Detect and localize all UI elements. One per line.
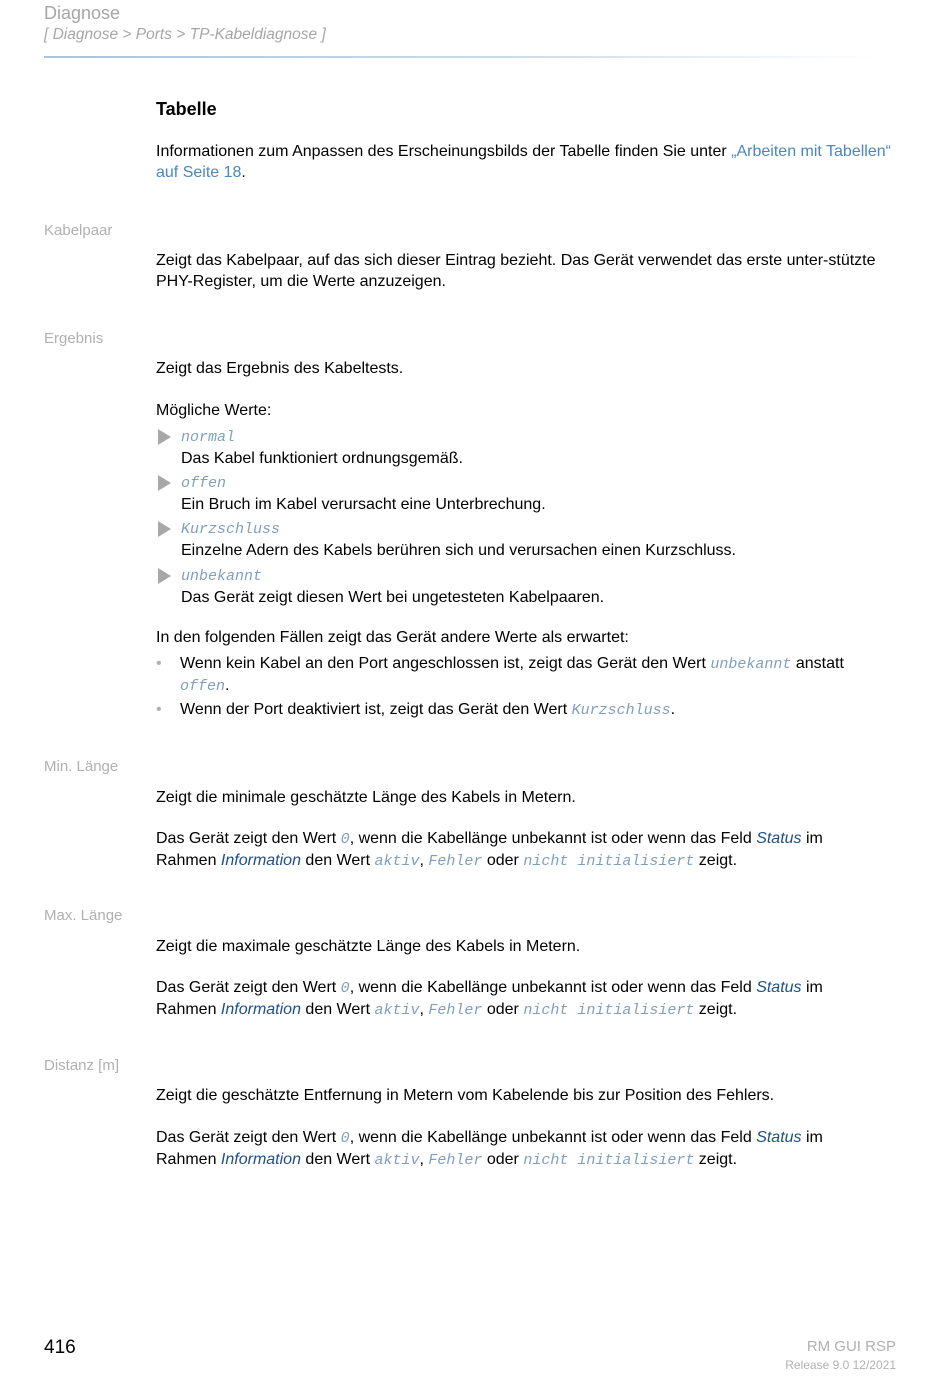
information-frame-ref: Information xyxy=(220,852,301,869)
value-code: Kurzschluss xyxy=(181,521,281,538)
information-frame-ref: Information xyxy=(220,1151,301,1168)
ergebnis-description: Zeigt das Ergebnis des Kabeltests. xyxy=(156,360,404,377)
page-number: 416 xyxy=(44,1337,76,1358)
tables-link[interactable]: „Arbeiten mit Tabellen“ auf Seite 18 xyxy=(156,143,891,181)
case-item-no-cable: • Wenn kein Kabel an den Port angeschlossen ist, zeigt das Gerät den Wert unbekannt anstatt offen. xyxy=(156,655,844,695)
value-description: Einzelne Adern des Kabels berühren sich und verursachen einen Kurzschluss. xyxy=(181,542,736,559)
status-field-ref: Status xyxy=(756,1129,802,1146)
value-description: Das Gerät zeigt diesen Wert bei ungetesteten Kabelpaaren. xyxy=(181,589,605,606)
intro-paragraph: Informationen zum Anpassen des Erscheinungsbilds der Tabelle finden Sie unter „Arbeiten mit Tabellen“ auf Seite 18. xyxy=(156,143,891,181)
value-code: unbekannt xyxy=(181,568,263,585)
cases-intro: In den folgenden Fällen zeigt das Gerät andere Werte als erwartet: xyxy=(156,629,629,646)
value-code: unbekannt xyxy=(710,656,792,673)
kabelpaar-label: Kabelpaar xyxy=(44,222,113,239)
distanz-status-note: Das Gerät zeigt den Wert 0, wenn die Kabellänge unbekannt ist oder wenn das Feld Status im Rahmen Information den Wert aktiv, Fehler oder nicht initialisiert zeigt. xyxy=(156,1129,823,1169)
intro-text: Informationen zum Anpassen des Erscheinungsbilds der Tabelle finden Sie unter xyxy=(156,143,732,160)
information-frame-ref: Information xyxy=(220,1001,301,1018)
document-name: RM GUI RSP xyxy=(806,1338,896,1355)
distanz-label: Distanz [m] xyxy=(44,1057,120,1074)
status-field-ref: Status xyxy=(756,830,802,847)
min-laenge-label: Min. Länge xyxy=(44,758,119,775)
page-header-title: Diagnose xyxy=(44,3,121,23)
triangle-bullet-icon xyxy=(158,429,171,445)
value-code: Kurzschluss xyxy=(571,702,671,719)
value-item-unbekannt xyxy=(158,565,878,608)
section-title: Tabelle xyxy=(156,99,217,119)
max-laenge-label: Max. Länge xyxy=(44,907,123,924)
min-laenge-status-note: Das Gerät zeigt den Wert 0, wenn die Kabellänge unbekannt ist oder wenn das Feld Status im Rahmen Information den Wert aktiv, Fehler oder nicht initialisiert zeigt. xyxy=(156,830,823,870)
min-laenge-description: Zeigt die minimale geschätzte Länge des Kabels in Metern. xyxy=(156,789,576,806)
bullet-dot: • xyxy=(156,701,162,718)
case-item-port-disabled: • Wenn der Port deaktiviert ist, zeigt das Gerät den Wert Kurzschluss. xyxy=(156,701,676,719)
kabelpaar-description: Zeigt das Kabelpaar, auf das sich dieser Eintrag bezieht. Das Gerät verwendet das erste unter-stützte PHY-Register, um die Werte anzuzeigen. xyxy=(156,252,876,290)
value-code: normal xyxy=(181,429,236,446)
value-description: Das Kabel funktioniert ordnungsgemäß. xyxy=(181,450,463,467)
bullet-dot: • xyxy=(156,655,162,672)
value-code: offen xyxy=(181,475,227,492)
value-item-normal xyxy=(158,426,878,469)
breadcrumb: [ Diagnose > Ports > TP-Kabeldiagnose ] xyxy=(44,26,326,43)
max-laenge-description: Zeigt die maximale geschätzte Länge des Kabels in Metern. xyxy=(156,938,581,955)
triangle-bullet-icon xyxy=(158,521,171,537)
value-code: offen xyxy=(180,678,226,695)
max-laenge-status-note: Das Gerät zeigt den Wert 0, wenn die Kabellänge unbekannt ist oder wenn das Feld Status im Rahmen Information den Wert aktiv, Fehler oder nicht initialisiert zeigt. xyxy=(156,979,823,1019)
possible-values-heading: Mögliche Werte: xyxy=(156,402,272,419)
release-info: Release 9.0 12/2021 xyxy=(785,1358,896,1372)
header-divider xyxy=(44,56,880,58)
value-item-kurzschluss xyxy=(158,518,878,561)
ergebnis-label: Ergebnis xyxy=(44,330,104,347)
triangle-bullet-icon xyxy=(158,568,171,584)
distanz-description: Zeigt die geschätzte Entfernung in Metern vom Kabelende bis zur Position des Fehlers. xyxy=(156,1087,775,1104)
value-item-offen xyxy=(158,472,878,515)
triangle-bullet-icon xyxy=(158,475,171,491)
status-field-ref: Status xyxy=(756,979,802,996)
value-description: Ein Bruch im Kabel verursacht eine Unterbrechung. xyxy=(181,496,546,513)
